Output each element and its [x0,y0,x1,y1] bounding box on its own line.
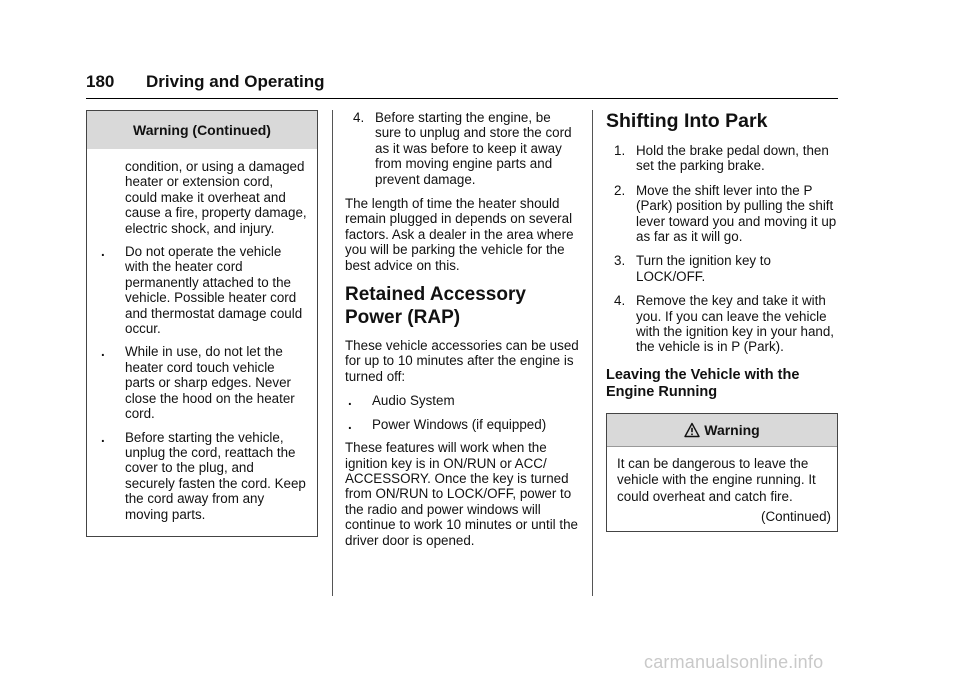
bullet-icon: . [101,429,105,445]
column-2 [345,110,580,557]
warning-body [607,447,837,531]
list-item: . While in use, do not let the heater cord touch vehicle parts or sharp edges. Never close the hood on the heater cord. [101,344,295,422]
step-item: 2. Move the shift lever into the P (Park) position by pulling the shift lever toward you and moving it up as far as it will go. [614,182,837,245]
column-divider-1 [332,110,333,596]
bullet-icon: . [348,393,352,409]
shifting-heading: Shifting Into Park [606,110,768,132]
warning-continued-title: Warning (Continued) [87,111,317,149]
step-item: 1. Hold the brake pedal down, then set the parking brake. [614,143,829,174]
page-number: 180 [86,72,115,91]
list-item: . Power Windows (if equipped) [348,416,547,432]
column-3 [606,110,838,532]
paragraph: These features will work when the ignition key is in ON/RUN or ACC/ ACCESSORY. Once the key is turned from ON/RUN to LOCK/OFF, power to the radio and power windows will continue to work 10 minutes or until the driver door is opened. [345,440,578,548]
bullet-icon: . [101,244,105,260]
warning-box [606,413,838,532]
bullet-icon: . [348,416,352,432]
warning-triangle-icon [684,422,700,438]
list-item: . Before starting the vehicle, unplug the cord, reattach the cover to the plug, and securely fasten the cord. Keep the cord away from any moving parts. [101,429,306,522]
step-item: 3. Turn the ignition key to LOCK/OFF. [614,253,771,284]
paragraph: The length of time the heater should remain plugged in depends on several factors. Ask a dealer in the area where you will be parking the vehicle for the best advice on this. [345,196,574,273]
warning-title-bar [607,414,837,447]
warning-continued-text: condition, or using a damaged heater or extension cord, could make it overheat and cause a fire, property damage, electric shock, and injury. [125,159,307,236]
step-item: 4. Remove the key and take it with you. If you can leave the vehicle with the ignition key in your hand, the vehicle is in P (Park). [614,293,835,355]
paragraph: These vehicle accessories can be used for up to 10 minutes after the engine is turned off: [345,338,579,384]
warning-text: It can be dangerous to leave the vehicle with the engine running. It could overheat and catch fire. [617,455,816,504]
list-item: . Audio System [348,393,455,409]
section-title: Driving and Operating [146,72,325,91]
warning-continued-box [86,110,318,537]
continued-label: (Continued) [761,509,831,525]
step-item: 4. Before starting the engine, be sure to unplug and store the cord as it was before to keep it away from moving engine parts and prevent damage. [353,110,572,187]
column-divider-2 [592,110,593,596]
bullet-icon: . [101,344,105,360]
rap-heading: Retained Accessory Power (RAP) [345,284,526,329]
leaving-vehicle-heading: Leaving the Vehicle with the Engine Running [606,366,800,400]
column-1 [86,110,318,537]
page-header [86,68,838,99]
warning-body [87,149,317,536]
watermark: carmanualsonline.info [644,652,824,672]
warning-title: Warning [704,421,760,438]
list-item: . Do not operate the vehicle with the heater cord permanently attached to the vehicle. Possible heater cord and thermostat damage could occur. [101,244,303,337]
